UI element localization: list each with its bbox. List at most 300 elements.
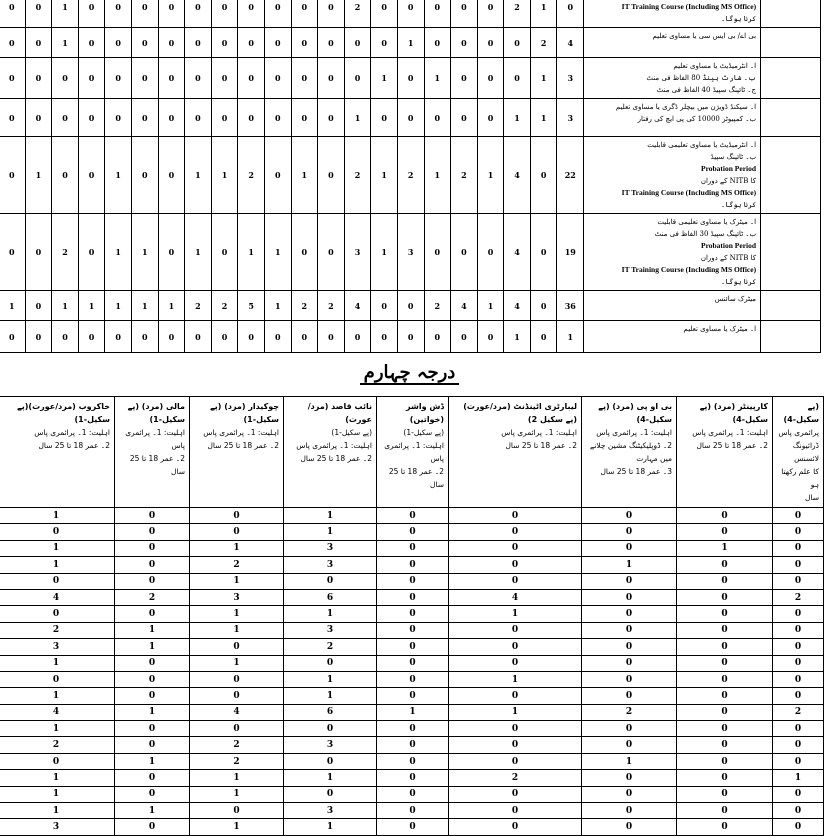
upper-table-cell: 0 (291, 28, 318, 58)
upper-table-cell: 0 (371, 321, 398, 353)
upper-table-cell: 0 (318, 28, 345, 58)
lower-table-row (0, 655, 824, 671)
upper-table-cell: 0 (504, 58, 531, 99)
lower-table-cell: 0 (0, 753, 115, 769)
upper-table-cell: 0 (238, 321, 265, 353)
upper-table-cell: 0 (318, 99, 345, 137)
lower-table-cell: 0 (677, 622, 773, 638)
header-line: 2۔ عمر 18 تا 25 سال (696, 441, 768, 450)
lower-table-cell: 0 (677, 524, 773, 540)
lower-table-row (0, 508, 824, 524)
lower-table-cell: 0 (677, 688, 773, 704)
upper-table-cell: 0 (318, 58, 345, 99)
upper-table-cell: 0 (264, 99, 291, 137)
upper-table-cell: 0 (0, 28, 25, 58)
lower-table-cell: 3 (284, 540, 377, 556)
lower-table-cell: 2 (0, 737, 115, 753)
lower-table-cell: 2 (115, 589, 190, 605)
lower-table-row (0, 770, 824, 786)
lower-table-cell: 0 (449, 508, 582, 524)
upper-table-cell: 0 (291, 99, 318, 137)
lower-table-cell: 0 (582, 622, 677, 638)
upper-table-edge-cell (761, 291, 821, 321)
upper-table-cell: 0 (211, 0, 238, 28)
lower-table-cell: 0 (582, 655, 677, 671)
upper-table-cell: 0 (264, 0, 291, 28)
upper-table-cell: 0 (158, 58, 185, 99)
upper-table-cell: 1 (264, 214, 291, 291)
upper-table-row (0, 0, 821, 28)
upper-table-cell: 3 (557, 99, 584, 137)
lower-table-cell: 0 (284, 573, 377, 589)
upper-table-cell: 0 (504, 28, 531, 58)
upper-table-edge-cell (761, 58, 821, 99)
upper-table-cell: 0 (557, 0, 584, 28)
qualification-line: کے دوران NITB کا (700, 254, 757, 262)
upper-table-cell: 0 (211, 99, 238, 137)
upper-table-cell: 0 (78, 0, 105, 28)
upper-table-cell: 0 (291, 58, 318, 99)
upper-table-cell: 1 (397, 28, 424, 58)
lower-table-cell: 2 (773, 589, 824, 605)
upper-table-cell: 1 (477, 137, 504, 214)
lower-table-header (284, 397, 377, 508)
lower-table-cell: 0 (582, 688, 677, 704)
upper-table-cell: 0 (105, 58, 132, 99)
upper-table-cell: 0 (371, 28, 398, 58)
qualification-line: ا۔ انٹرمیڈیٹ یا مساوی تعلیمی قابلیت (647, 141, 757, 149)
upper-table-cell: 0 (371, 291, 398, 321)
lower-table-cell: 1 (190, 770, 284, 786)
lower-table-header (449, 397, 582, 508)
upper-table-cell: 0 (131, 99, 158, 137)
lower-table-cell: 3 (0, 639, 115, 655)
upper-table-cell: 0 (158, 99, 185, 137)
upper-table-cell: 2 (211, 291, 238, 321)
lower-table-cell: 0 (377, 524, 449, 540)
upper-table-cell: 0 (238, 58, 265, 99)
upper-table-cell: 1 (131, 214, 158, 291)
lower-table-cell: 0 (773, 819, 824, 835)
header-title: لیبارٹری اٹینڈنٹ (مرد/عورت) (پے سکیل 2) (463, 402, 577, 424)
qualification-line: ا۔ میٹرک یا مساوی تعلیمی قابلیت (657, 218, 757, 226)
upper-table-cell: 1 (185, 137, 212, 214)
upper-table-cell: 0 (424, 0, 451, 28)
upper-table-cell: 2 (291, 291, 318, 321)
upper-table-cell: 0 (131, 0, 158, 28)
header-title: کارپینٹر (مرد) (پے سکیل-4) (699, 402, 768, 424)
header-line: 2۔ عمر 18 تا 25 سال (388, 467, 444, 489)
lower-table-cell: 3 (284, 557, 377, 573)
lower-table-cell: 1 (284, 688, 377, 704)
lower-table-cell: 0 (115, 524, 190, 540)
upper-table-cell: 0 (0, 0, 25, 28)
upper-table-cell: 0 (424, 28, 451, 58)
lower-table-header (190, 397, 284, 508)
upper-table-cell: 1 (530, 0, 557, 28)
lower-table-cell: 0 (115, 557, 190, 573)
upper-table-cell: 1 (158, 291, 185, 321)
upper-table-cell: 1 (371, 58, 398, 99)
header-line: اہلیت: 1۔ پرائمری پاس (203, 428, 279, 437)
lower-table-cell: 0 (190, 803, 284, 819)
lower-table-cell: 4 (0, 704, 115, 720)
upper-table-cell: 0 (0, 99, 25, 137)
upper-table-cell: 0 (185, 58, 212, 99)
upper-table-cell: 0 (185, 99, 212, 137)
qualification-line: کے دوران NITB کا (700, 177, 757, 185)
upper-table-edge-cell (761, 99, 821, 137)
upper-table-qualification (584, 0, 761, 28)
lower-table-cell: 2 (190, 753, 284, 769)
lower-table-cell: 0 (582, 819, 677, 835)
lower-table-row (0, 573, 824, 589)
lower-table-cell: 0 (115, 786, 190, 802)
upper-table-cell: 1 (264, 291, 291, 321)
lower-table-cell: 1 (284, 819, 377, 835)
lower-table-cell: 0 (677, 770, 773, 786)
upper-table-cell: 0 (530, 137, 557, 214)
lower-table-cell: 0 (449, 622, 582, 638)
upper-table-cell: 1 (78, 291, 105, 321)
upper-table-cell: 1 (211, 137, 238, 214)
upper-table-cell: 0 (451, 28, 478, 58)
lower-table-cell: 0 (773, 753, 824, 769)
lower-table-cell: 0 (115, 770, 190, 786)
upper-table-cell: 2 (397, 137, 424, 214)
lower-table-cell: 0 (677, 573, 773, 589)
header-line: 2۔ عمر 18 تا 25 سال (207, 441, 279, 450)
upper-table-cell: 0 (185, 28, 212, 58)
lower-table-cell: 1 (284, 671, 377, 687)
upper-table-cell: 22 (557, 137, 584, 214)
upper-table-cell: 1 (52, 0, 79, 28)
lower-table-cell: 0 (115, 737, 190, 753)
upper-table-cell: 0 (0, 58, 25, 99)
upper-table-edge-cell (761, 137, 821, 214)
lower-table-cell: 0 (115, 721, 190, 737)
lower-table-row (0, 524, 824, 540)
lower-table-cell: 0 (582, 786, 677, 802)
lower-table-row (0, 589, 824, 605)
header-line: 2۔ عمر 18 تا 25 سال (300, 454, 372, 463)
upper-table-cell: 0 (131, 58, 158, 99)
upper-table-cell: 0 (264, 58, 291, 99)
lower-table-cell: 0 (449, 639, 582, 655)
lower-table-cell: 0 (449, 721, 582, 737)
lower-table-cell: 0 (0, 606, 115, 622)
lower-table-row (0, 803, 824, 819)
section-heading-text: درجہ چہارم (360, 362, 460, 385)
upper-table-cell: 0 (291, 321, 318, 353)
upper-table-cell: 1 (371, 137, 398, 214)
lower-table-header (115, 397, 190, 508)
upper-table-cell: 0 (78, 321, 105, 353)
upper-table-cell: 19 (557, 214, 584, 291)
lower-table-cell: 0 (377, 557, 449, 573)
upper-table-edge-cell (761, 214, 821, 291)
lower-table-cell: 1 (190, 606, 284, 622)
upper-table-cell: 4 (557, 28, 584, 58)
lower-table-cell: 0 (115, 540, 190, 556)
lower-table-cell: 0 (677, 803, 773, 819)
lower-table-cell: 0 (677, 819, 773, 835)
upper-table-row (0, 137, 821, 214)
lower-table-cell: 0 (449, 688, 582, 704)
upper-table-cell: 1 (557, 321, 584, 353)
upper-table-cell: 0 (105, 28, 132, 58)
upper-table-cell: 0 (25, 321, 52, 353)
upper-table-cell: 1 (504, 321, 531, 353)
lower-table-cell: 1 (0, 655, 115, 671)
lower-table-cell: 0 (377, 721, 449, 737)
lower-table-cell: 1 (284, 606, 377, 622)
upper-table-cell: 0 (78, 214, 105, 291)
upper-table-edge-cell (761, 321, 821, 353)
lower-table-cell: 2 (773, 704, 824, 720)
lower-table-cell: 0 (582, 524, 677, 540)
lower-table-cell: 0 (582, 721, 677, 737)
upper-table-cell: 0 (424, 321, 451, 353)
section-heading (0, 362, 819, 383)
upper-table-cell: 0 (211, 28, 238, 58)
qualification-line: کرنا ہوگا۔ (721, 15, 757, 23)
lower-table-row (0, 721, 824, 737)
lower-table-cell: 0 (115, 671, 190, 687)
upper-table-cell: 2 (318, 291, 345, 321)
lower-table-cell: 2 (190, 557, 284, 573)
upper-table-cell: 0 (451, 0, 478, 28)
lower-table-cell: 0 (0, 524, 115, 540)
upper-table-cell: 0 (105, 321, 132, 353)
lower-table-cell: 0 (677, 508, 773, 524)
upper-table-cell: 4 (504, 291, 531, 321)
header-line: 2۔ عمر 18 تا 25 سال (505, 441, 577, 450)
lower-table-cell: 1 (377, 704, 449, 720)
upper-table-cell: 0 (397, 99, 424, 137)
upper-table-cell: 0 (78, 137, 105, 214)
upper-table-cell: 0 (451, 321, 478, 353)
lower-table-cell: 0 (284, 753, 377, 769)
upper-table-cell: 0 (451, 58, 478, 99)
lower-table-cell: 2 (449, 770, 582, 786)
lower-table-cell: 0 (115, 819, 190, 835)
upper-table-cell: 1 (131, 291, 158, 321)
lower-table-cell: 1 (190, 786, 284, 802)
upper-table-cell: 0 (397, 0, 424, 28)
upper-table-row (0, 58, 821, 99)
lower-table-cell: 0 (377, 655, 449, 671)
lower-table-cell: 0 (582, 573, 677, 589)
upper-table-cell: 0 (477, 321, 504, 353)
lower-table-cell: 0 (677, 606, 773, 622)
upper-table-cell: 0 (264, 321, 291, 353)
lower-table-cell: 1 (115, 753, 190, 769)
upper-table-cell: 3 (557, 58, 584, 99)
header-line: 2۔ ڈوپلیکیٹنگ مشین چلانے میں مہارت (589, 441, 672, 463)
lower-table-cell: 1 (449, 704, 582, 720)
lower-table-cell: 0 (449, 737, 582, 753)
header-title: ڈش واشر (خواتین) (406, 402, 444, 424)
upper-table-row (0, 291, 821, 321)
lower-table-cell: 2 (0, 622, 115, 638)
lower-table-cell: 0 (449, 803, 582, 819)
lower-table-cell: 0 (773, 671, 824, 687)
upper-table-cell: 4 (451, 291, 478, 321)
upper-table-cell: 0 (185, 0, 212, 28)
upper-table-cell: 0 (131, 28, 158, 58)
qualification-line: ج۔ ٹائپنگ سپیڈ 40 الفاظ فی منٹ (656, 86, 757, 94)
lower-table-cell: 1 (190, 655, 284, 671)
lower-table-cell: 4 (449, 589, 582, 605)
lower-table-header (773, 397, 824, 508)
lower-table-cell: 2 (582, 704, 677, 720)
lower-table-cell: 0 (582, 540, 677, 556)
header-line: اہلیت: 1۔ پرائمری پاس (501, 428, 577, 437)
upper-table-cell: 2 (451, 137, 478, 214)
lower-table-row (0, 819, 824, 835)
lower-table-cell: 0 (190, 671, 284, 687)
upper-table-cell: 0 (211, 321, 238, 353)
upper-table-cell: 0 (318, 214, 345, 291)
lower-table-cell: 0 (677, 721, 773, 737)
qualification-line: ب۔ ٹائپنگ سپیڈ 30 الفاظ فی منٹ (654, 230, 757, 238)
lower-table-cell: 0 (190, 688, 284, 704)
lower-table-cell: 0 (449, 655, 582, 671)
header-line: 2۔ عمر 18 تا 25 سال (38, 441, 110, 450)
upper-table-cell: 1 (344, 99, 371, 137)
upper-table-cell: 0 (25, 58, 52, 99)
lower-table-cell: 0 (190, 524, 284, 540)
upper-table-row (0, 321, 821, 353)
upper-table-cell: 0 (371, 99, 398, 137)
lower-table-cell: 3 (284, 737, 377, 753)
lower-table-cell: 1 (190, 622, 284, 638)
lower-table-cell: 1 (115, 639, 190, 655)
qualification-line: بی اے/ بی ایس سی یا مساوی تعلیم (652, 32, 757, 40)
lower-table-cell: 0 (377, 770, 449, 786)
lower-table-cell: 0 (677, 557, 773, 573)
qualification-line: ب۔ کمپیوٹر 10000 کی پی ایچ کی رفتار (637, 115, 757, 123)
lower-table-row (0, 671, 824, 687)
header-title: مالی (مرد) (پے سکیل-1) (127, 402, 185, 424)
upper-table-cell: 1 (291, 137, 318, 214)
lower-table-cell: 1 (0, 721, 115, 737)
header-line: اہلیت: 1۔ پرائمری پاس (384, 441, 444, 463)
lower-table-cell: 3 (284, 622, 377, 638)
lower-table-cell: 0 (773, 622, 824, 638)
header-title: بی او پی (مرد) (پے سکیل-4) (598, 402, 672, 424)
lower-table-cell: 0 (773, 639, 824, 655)
lower-table-header-row (0, 397, 824, 508)
upper-table-cell: 1 (52, 291, 79, 321)
lower-table-row (0, 622, 824, 638)
lower-table-cell: 0 (773, 721, 824, 737)
lower-table-row (0, 688, 824, 704)
upper-table-cell: 2 (530, 28, 557, 58)
upper-table (0, 0, 821, 353)
upper-table-cell: 2 (424, 291, 451, 321)
lower-table-cell: 0 (190, 721, 284, 737)
header-title: نائب قاصد (مرد/عورت) (307, 402, 372, 424)
lower-table-cell: 0 (377, 622, 449, 638)
upper-table-cell: 1 (424, 58, 451, 99)
upper-table-cell: 1 (105, 137, 132, 214)
lower-table-cell: 0 (677, 671, 773, 687)
lower-table-cell: 4 (0, 589, 115, 605)
lower-table-cell: 1 (449, 606, 582, 622)
lower-table-cell: 0 (582, 606, 677, 622)
upper-table-section (0, 0, 819, 355)
lower-table-row (0, 540, 824, 556)
upper-table-qualification (584, 137, 761, 214)
header-line: اہلیت: 1۔ پرائمری پاس (34, 428, 110, 437)
lower-table-cell: 0 (449, 753, 582, 769)
upper-table-cell: 1 (424, 137, 451, 214)
upper-table-cell: 5 (238, 291, 265, 321)
lower-table-cell: 0 (582, 508, 677, 524)
lower-table-cell: 1 (284, 524, 377, 540)
upper-table-cell: 1 (530, 58, 557, 99)
lower-table-cell: 1 (115, 803, 190, 819)
upper-table-cell: 4 (344, 291, 371, 321)
lower-table-header (0, 397, 115, 508)
upper-table-cell: 0 (530, 321, 557, 353)
upper-table-cell: 0 (185, 321, 212, 353)
lower-table-cell: 0 (677, 786, 773, 802)
lower-table-cell: 0 (773, 606, 824, 622)
upper-table-cell: 2 (344, 137, 371, 214)
upper-table-cell: 0 (52, 99, 79, 137)
upper-table-cell: 0 (344, 28, 371, 58)
upper-table-cell: 1 (52, 28, 79, 58)
upper-table-cell: 0 (158, 137, 185, 214)
upper-table-cell: 1 (105, 291, 132, 321)
upper-table-qualification (584, 28, 761, 58)
lower-table-cell: 0 (115, 508, 190, 524)
upper-table-cell: 1 (0, 291, 25, 321)
lower-table-cell: 0 (773, 524, 824, 540)
upper-table-cell: 1 (477, 291, 504, 321)
lower-table-cell: 0 (377, 639, 449, 655)
lower-table-cell: 0 (773, 540, 824, 556)
qualification-line: ا۔ سیکنڈ ڈویژن میں بیچلر ڈگری یا مساوی تعلیم (615, 103, 757, 111)
lower-table-cell: 0 (190, 639, 284, 655)
header-line: کا علم رکھتا ہو (781, 467, 819, 489)
qualification-line: ب۔ شارٹ ہینڈ 80 الفاظ فی منٹ (646, 74, 757, 82)
lower-table-cell: 3 (190, 589, 284, 605)
lower-table-cell: 3 (0, 819, 115, 835)
upper-table-cell: 0 (78, 99, 105, 137)
lower-table-row (0, 753, 824, 769)
upper-table-row (0, 214, 821, 291)
lower-table-cell: 0 (377, 688, 449, 704)
lower-table-cell: 1 (0, 540, 115, 556)
lower-table-cell: 1 (0, 508, 115, 524)
lower-table-row (0, 704, 824, 720)
lower-table-cell: 0 (582, 803, 677, 819)
upper-table-cell: 0 (451, 214, 478, 291)
header-line: 2۔ عمر 18 تا 25 سال (129, 454, 185, 476)
lower-table-cell: 0 (377, 803, 449, 819)
lower-table-cell: 0 (773, 508, 824, 524)
header-line: اہلیت: 1۔ پرائمری پاس (125, 428, 185, 450)
lower-table-cell: 0 (677, 589, 773, 605)
lower-table-cell: 0 (377, 606, 449, 622)
lower-table-cell: 1 (0, 786, 115, 802)
upper-table-cell: 0 (477, 58, 504, 99)
header-line: اہلیت: 1۔ پرائمری پاس (296, 441, 372, 450)
